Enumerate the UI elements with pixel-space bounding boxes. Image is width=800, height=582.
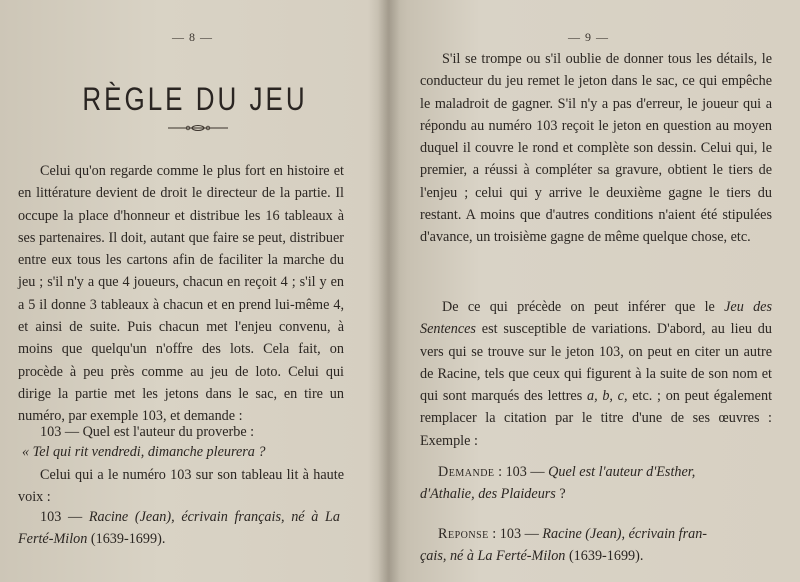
reponse-label: Reponse <box>438 526 489 542</box>
answer-text: Racine (Jean), écrivain français, né à La Ferté-Milon <box>18 509 341 548</box>
demande-text-2: d'Athalie, des Plaideurs <box>420 486 556 502</box>
reponse-text-2: çais, né à La Ferté-Milon <box>420 548 566 564</box>
reponse-number: : 103 — <box>492 526 539 542</box>
answer-block <box>18 506 340 551</box>
reponse-dates: (1639-1699). <box>568 548 644 564</box>
reponse-text-1: Racine (Jean), écrivain fran- <box>542 526 708 542</box>
read-aloud-paragraph: Celui qui a le numéro 103 sur son tableau lit à haute voix : <box>18 467 344 506</box>
reponse-line-2 <box>420 548 643 565</box>
answer-dates: (1639-1699). <box>90 531 166 548</box>
variations-end: etc. ; on peut également remplacer la citation par le titre d'une de ses œuvres : Exemple : <box>420 388 773 449</box>
left-page <box>0 0 388 582</box>
demande-end: ? <box>559 486 566 502</box>
rules-text-block <box>18 160 344 428</box>
answer-paragraph <box>18 506 340 551</box>
flourish-ornament-icon <box>168 124 228 132</box>
page-number-left: — 8 — <box>172 30 213 44</box>
proverb-text: « Tel qui rit vendredi, dimanche pleurera ? <box>22 444 266 460</box>
scoring-text-block <box>420 48 772 249</box>
question-line: 103 — Quel est l'auteur du proverbe : <box>40 424 255 440</box>
page-title: RÈGLE DU JEU <box>82 80 308 118</box>
demande-line-2 <box>420 486 566 503</box>
demande-label: Demande <box>438 464 495 480</box>
variations-paragraph <box>420 296 772 452</box>
rules-paragraph: Celui qu'on regarde comme le plus fort en histoire et en littérature devient de droit le directeur de la partie. Il occupe la place d'honneur et distribue les 16 tableaux à ses partenaires. Il doit, autant que faire se peut, distribuer entre eux tous les cartons afin de faciliter la marche du jeu ; s'il n'y a que 4 joueurs, chacun en reçoit 4 ; s'il y en a 5 il donne 3 tableaux à chacun et en prend lui-même 4, et ainsi de suite. Puis chacun met l'enjeu convenu, à moins que quelqu'un n'offre des lots. Cela fait, on procède à peu près comme au jeu de loto. Celui qui dirige la partie met les jetons dans le sac, en tire un numéro, par exemple 103, et demande : <box>18 163 344 425</box>
read-aloud-block <box>18 464 344 509</box>
demande-line-1 <box>438 464 695 481</box>
demande-number: : 103 — <box>498 464 545 480</box>
right-page <box>398 0 800 582</box>
variations-text: est susceptible de variations. D'abord, au lieu du vers qui se trouve sur le jeton 103, on peut en citer un autre de Racine, tels que ceux qui figurent à la suite de son nom et qui sont marqués des lettres <box>420 321 772 405</box>
demande-text-1: Quel est l'auteur d'Esther, <box>548 464 696 480</box>
letters-text: a, b, c, <box>586 388 628 405</box>
game-title: Jeu des Sentences <box>420 299 772 338</box>
reponse-line-1 <box>438 526 707 543</box>
scoring-paragraph: S'il se trompe ou s'il oublie de donner tous les détails, le conducteur du jeu remet le jeton dans le sac, ce qui empêche le maladroit de gagner. S'il n'y a pas d'erreur, le joueur qui a répondu au numéro 103 reçoit le jeton en question au moyen duquel il couvre le rond et complète son dessin. Celui qui, le premier, a réussi à compléter sa gravure, obtient le tiers de l'enjeu ; celui qui y arrive le deuxième gagne le tiers du restant. A moins que d'autres conditions n'aient été stipulées d'avance, un troisième gagne de même quelque chose, etc. <box>420 51 772 246</box>
variations-text-block <box>420 296 772 452</box>
answer-number: 103 — <box>40 509 83 525</box>
proverb-line <box>22 444 266 461</box>
variations-intro: De ce qui précède on peut inférer que le <box>442 299 715 315</box>
page-number-right: — 9 — <box>568 30 609 44</box>
